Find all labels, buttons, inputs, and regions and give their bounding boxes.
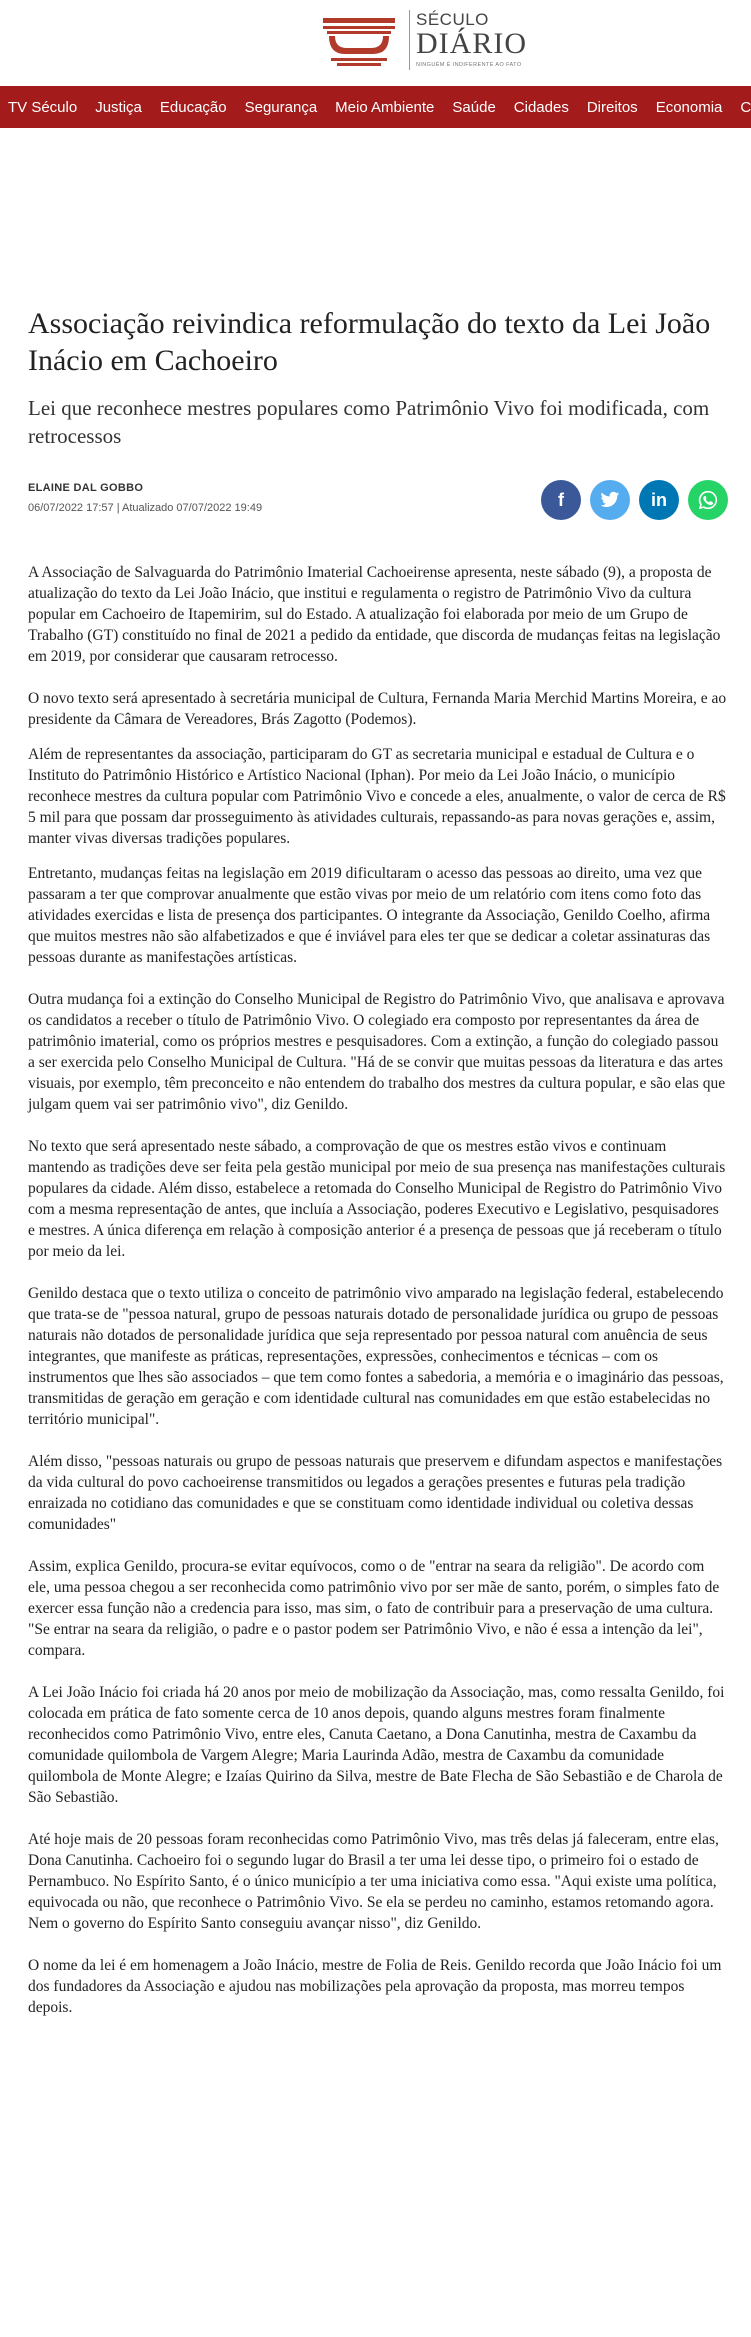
site-logo[interactable] [315,5,555,75]
nav-item-economia[interactable]: Economia [655,98,723,116]
article-paragraph: Outra mudança foi a extinção do Conselho Municipal de Registro do Patrimônio Vivo, que analisava e aprovava os candidatos a receber o título de Patrimônio Vivo. O colegiado era composto por representantes da área de patrimônio imaterial, como os próprios mestres e pesquisadores. Com a extinção, a função do colegiado passou a ser exercida pelo Conselho Municipal de Cultura. "Há de se convir que muitas pessoas da literatura e das artes visuais, por exemplo, têm preconceito e não entendem do trabalho dos mestres da cultura popular, e são elas que julgam quem vai ser patrimônio vivo", diz Genildo. [28,991,726,1113]
logo-wordmark [416,11,527,69]
article-paragraph: Assim, explica Genildo, procura-se evitar equívocos, como o de "entrar na seara da religião". De acordo com ele, uma pessoa chegou a ser reconhecida como patrimônio vivo por ser mãe de santo, porém, o simples fato de exercer essa função não a credencia para isso, mas sim, o fato de contribuir para a preservação de uma cultura. "Se entrar na seara da religião, o padre e o pastor podem ser Patrimônio Vivo, e não é essa a intenção da lei", compara. [28,1558,720,1659]
article-body [28,562,728,2018]
twitter-icon [600,491,620,509]
article-paragraph: Genildo destaca que o texto utiliza o conceito de patrimônio vivo amparado na legislação federal, estabelecendo que trata-se de "pessoa natural, grupo de pessoas naturais dotado de personalidade jurídica ou grupo de pessoas naturais não dotados de personalidade jurídica que seja representado por pessoa natural com anuência de seus integrantes, que manifeste as práticas, representações, expressões, conhecimentos e técnicas – com os instrumentos que lhes são associados – que tem como fontes a sabedoria, a memória e o imaginário das pessoas, transmitidas de geração em geração e com identidade cultural nas comunidades em que estão estabelecidas no território municipal". [28,1285,724,1428]
published-date: 06/07/2022 17:57 [28,502,114,514]
article-header [28,305,728,450]
article-headline: Associação reivindica reformulação do texto da Lei João Inácio em Cachoeiro [28,307,711,377]
article-meta [28,482,728,526]
nav-item-cidades[interactable]: Cidades [513,98,569,116]
article-paragraph: Além de representantes da associação, participaram do GT as secretaria municipal e estadual de Cultura e o Instituto do Patrimônio Histórico e Artístico Nacional (Iphan). Por meio da Lei João Inácio, o município reconhece mestres da cultura popular com Patrimônio Vivo e concede a eles, anualmente, o valor de cerca de R$ 5 mil para que possam dar prosseguimento às atividades culturais, repassando-as para novas gerações e, assim, manter vivas diversas tradições populares. [28,746,726,847]
main-nav [0,86,751,128]
nav-item-seguranca[interactable]: Segurança [244,98,318,116]
article-author[interactable]: ELAINE DAL GOBBO [28,482,144,494]
nav-item-saude[interactable]: Saúde [452,98,496,116]
article-paragraph: A Lei João Inácio foi criada há 20 anos por meio de mobilização da Associação, mas, como ressalta Genildo, foi colocada em prática de fato somente cerca de 10 anos depois, quando alguns mestres foram finalmente reconhecidos como Patrimônio Vivo, entre eles, Canuta Caetano, a Dona Canutinha, mestra de Caxambu da comunidade quilombola de Vargem Alegre; Maria Laurinda Adão, mestra de Caxambu da comunidade quilombola de Monte Alegre; e Izaías Quirino da Silva, mestre de Bate Flecha de São Sebastião e de Charola de São Sebastião. [28,1684,725,1806]
nav-item-more[interactable]: C [740,98,751,116]
article-paragraph: Até hoje mais de 20 pessoas foram reconhecidas como Patrimônio Vivo, mas três delas já faleceram, entre elas, Dona Canutinha. Cachoeiro foi o segundo lugar do Brasil a ter uma lei desse tipo, o primeiro foi o estado de Pernambuco. No Espírito Santo, é o único município a ter uma iniciativa como essa. "Aqui existe uma política, equivocada ou não, que reconhece o Patrimônio Vivo. Se ela se perdeu no caminho, estamos retomando agora. Nem o governo do Espírito Santo conseguiu avançar nisso", diz Genildo. [28,1831,719,1932]
logo-seculo: SÉCULO [416,10,489,30]
whatsapp-icon [697,489,719,511]
article-subheadline: Lei que reconhece mestres populares como Patrimônio Vivo foi modificada, com retrocessos [28,396,710,448]
article-paragraph: A Associação de Salvaguarda do Patrimônio Imaterial Cachoeirense apresenta, neste sábado (9), a proposta de atualização do texto da Lei João Inácio, que institui e regulamenta o registro de Patrimônio Vivo da cultura popular em Cachoeiro de Itapemirim, sul do Estado. A atualização foi elaborada por meio de um Grupo de Trabalho (GT) constituído no final de 2021 a pedido da entidade, que discorda de mudanças feitas na legislação em 2019, por considerar que causaram retrocesso. [28,564,721,665]
facebook-icon: f [558,489,564,510]
logo-diario: DIÁRIO [416,27,527,61]
share-whatsapp-button[interactable] [688,480,728,520]
logo-separator [409,10,410,70]
logo-temple-icon [315,10,403,70]
article-paragraph: No texto que será apresentado neste sábado, a comprovação de que os mestres estão vivos e continuam mantendo as tradições deve ser feita pela gestão municipal por meio de sua presença nas manifestações culturais populares da cidade. Além disso, estabelece a retomada do Conselho Municipal de Registro do Patrimônio Vivo com a mesma representação de antes, que incluía a Associação, poderes Executivo e Legislativo, pesquisadores e mestres. A única diferença em relação à composição anterior é a presença de pessoas que já receberam o título por meio da lei. [28,1138,726,1260]
share-buttons [541,480,728,520]
nav-item-meio-ambiente[interactable]: Meio Ambiente [335,98,435,116]
article-paragraph: O novo texto será apresentado à secretária municipal de Cultura, Fernanda Maria Merchid Martins Moreira, e ao presidente da Câmara de Vereadores, Brás Zagotto (Podemos). [28,690,727,728]
article-paragraph: Além disso, "pessoas naturais ou grupo de pessoas naturais que preservem e difundam aspectos e manifestações da vida cultural do povo cachoeirense transmitidos ou legados a gerações presentes e futuras pela tradição enraizada no cotidiano das comunidades e que se constituam como identidade individual ou coletiva dessas comunidades" [28,1453,723,1533]
linkedin-icon: in [651,489,667,510]
nav-item-tv-seculo[interactable]: TV Século [8,98,78,116]
updated-date: | Atualizado 07/07/2022 19:49 [116,502,263,514]
nav-item-justica[interactable]: Justiça [95,98,142,116]
article-paragraph: O nome da lei é em homenagem a João Inácio, mestre de Folia de Reis. Genildo recorda que João Inácio foi um dos fundadores da Associação e ajudou nas mobilizações pela aprovação da proposta, mas morreu tempos depois. [28,1957,722,2016]
article-paragraph: Entretanto, mudanças feitas na legislação em 2019 dificultaram o acesso das pessoas ao direito, uma vez que passaram a ter que comprovar anualmente que estão vivas por meio de um relatório com itens como foto das atividades exercidas e lista de presença dos participantes. O integrante da Associação, Genildo Coelho, afirma que muitos mestres não são alfabetizados e que é inviável para eles ter que se dedicar a coletar assinaturas das pessoas durante as manifestações artísticas. [28,865,711,966]
share-twitter-button[interactable] [590,480,630,520]
share-linkedin-button[interactable] [639,480,679,520]
share-facebook-button[interactable] [541,480,581,520]
site-header [0,0,751,86]
nav-item-educacao[interactable]: Educação [159,98,227,116]
nav-item-direitos[interactable]: Direitos [586,98,638,116]
logo-tagline: NINGUÉM É INDIFERENTE AO FATO [416,62,522,69]
